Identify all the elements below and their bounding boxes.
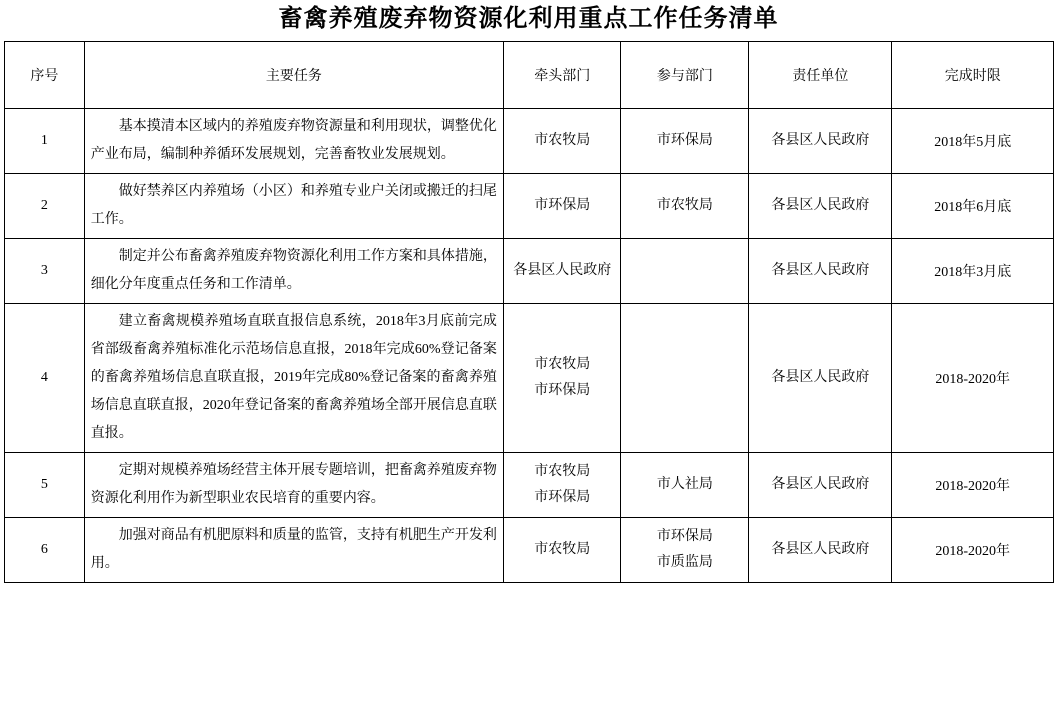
column-header-deadline: 完成时限: [892, 42, 1054, 109]
cell-responsible-unit: 各县区人民政府: [749, 453, 892, 518]
cell-responsible-unit: 各县区人民政府: [749, 518, 892, 583]
cell-deadline: 2018年5月底: [892, 109, 1054, 174]
cell-deadline: 2018年3月底: [892, 239, 1054, 304]
cell-deadline: 2018-2020年: [892, 453, 1054, 518]
column-header-join: 参与部门: [621, 42, 749, 109]
cell-responsible-unit: 各县区人民政府: [749, 174, 892, 239]
cell-lead-department: 各县区人民政府: [503, 239, 621, 304]
table-header: [5, 42, 1054, 109]
cell-task: 定期对规模养殖场经营主体开展专题培训，把畜禽养殖废弃物资源化利用作为新型职业农民培育的重要内容。: [84, 453, 503, 518]
cell-joining-department: 市环保局: [621, 109, 749, 174]
cell-joining-department: 市人社局: [621, 453, 749, 518]
cell-sequence: 4: [5, 304, 85, 453]
table-body: [5, 109, 1054, 583]
cell-task: 制定并公布畜禽养殖废弃物资源化利用工作方案和具体措施，细化分年度重点任务和工作清单。: [84, 239, 503, 304]
table-row: [5, 518, 1054, 583]
cell-lead-department: 市环保局: [503, 174, 621, 239]
cell-task: 基本摸清本区域内的养殖废弃物资源量和利用现状，调整优化产业布局，编制种养循环发展规划，完善畜牧业发展规划。: [84, 109, 503, 174]
cell-deadline: 2018-2020年: [892, 304, 1054, 453]
cell-lead-department: 市农牧局 市环保局: [503, 453, 621, 518]
cell-joining-department: [621, 239, 749, 304]
cell-responsible-unit: 各县区人民政府: [749, 239, 892, 304]
cell-joining-department: 市环保局 市质监局: [621, 518, 749, 583]
cell-joining-department: 市农牧局: [621, 174, 749, 239]
cell-task: 加强对商品有机肥原料和质量的监管，支持有机肥生产开发利用。: [84, 518, 503, 583]
cell-sequence: 1: [5, 109, 85, 174]
cell-sequence: 6: [5, 518, 85, 583]
column-header-lead: 牵头部门: [503, 42, 621, 109]
cell-sequence: 5: [5, 453, 85, 518]
cell-joining-department: [621, 304, 749, 453]
task-list-table: [4, 41, 1054, 583]
cell-responsible-unit: 各县区人民政府: [749, 109, 892, 174]
cell-task: 建立畜禽规模养殖场直联直报信息系统，2018年3月底前完成省部级畜禽养殖标准化示范场信息直报，2018年完成60%登记备案的畜禽养殖场信息直联直报，2019年完成80%登记备案的畜禽养殖场信息直联直报，2020年登记备案的畜禽养殖场全部开展信息直联直报。: [84, 304, 503, 453]
cell-task: 做好禁养区内养殖场（小区）和养殖专业户关闭或搬迁的扫尾工作。: [84, 174, 503, 239]
column-header-responsible: 责任单位: [749, 42, 892, 109]
cell-deadline: 2018年6月底: [892, 174, 1054, 239]
table-row: [5, 304, 1054, 453]
cell-lead-department: 市农牧局: [503, 518, 621, 583]
table-row: [5, 174, 1054, 239]
column-header-seq: 序号: [5, 42, 85, 109]
table-row: [5, 109, 1054, 174]
page-title: 畜禽养殖废弃物资源化利用重点工作任务清单: [278, 5, 779, 32]
table-row: [5, 453, 1054, 518]
cell-deadline: 2018-2020年: [892, 518, 1054, 583]
table-header-row: [5, 42, 1054, 109]
column-header-task: 主要任务: [84, 42, 503, 109]
cell-sequence: 2: [5, 174, 85, 239]
cell-lead-department: 市农牧局: [503, 109, 621, 174]
cell-lead-department: 市农牧局 市环保局: [503, 304, 621, 453]
cell-sequence: 3: [5, 239, 85, 304]
table-row: [5, 239, 1054, 304]
cell-responsible-unit: 各县区人民政府: [749, 304, 892, 453]
